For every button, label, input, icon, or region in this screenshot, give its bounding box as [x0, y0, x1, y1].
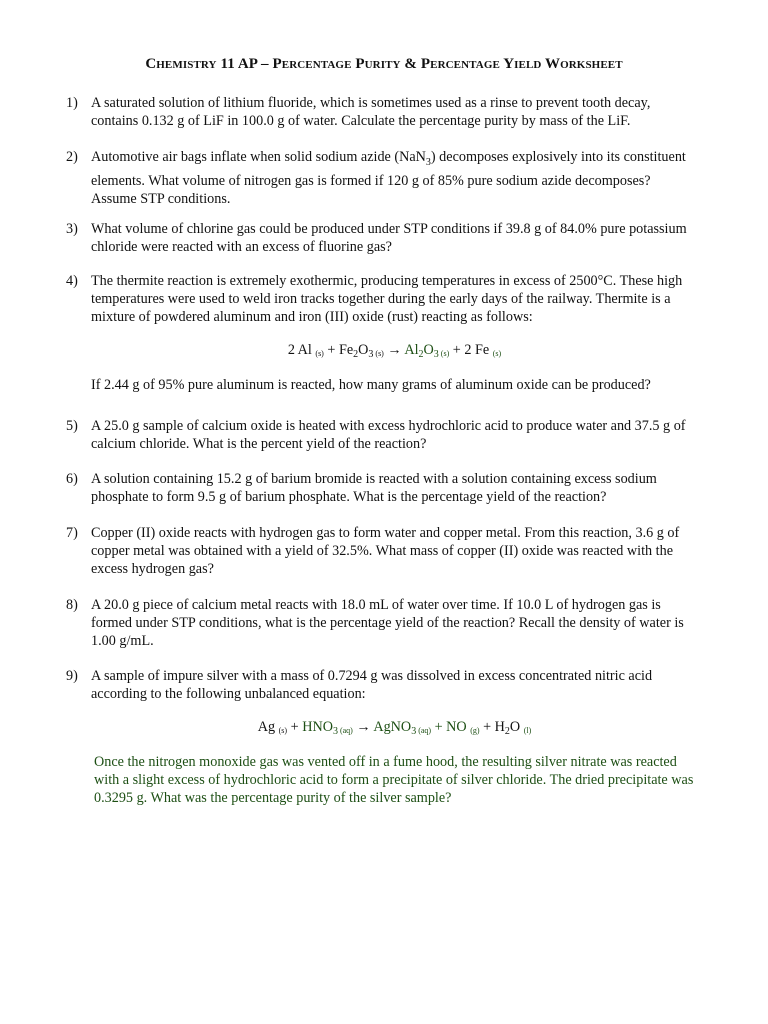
question-text: What volume of chlorine gas could be produced under STP conditions if 39.8 g of 84.0% pure potassium chloride were reacted with an excess of fluorine gas? — [91, 221, 687, 255]
state-symbol: (aq) — [337, 726, 353, 735]
equation-term: + — [287, 719, 303, 735]
question-text: A 20.0 g piece of calcium metal reacts with 18.0 mL of water over time. If 10.0 L of hydrogen gas is formed under STP conditions, what is the percentage yield of the reaction? Recall the density of water is 1.00 g/mL. — [91, 597, 684, 649]
worksheet-title: Chemistry 11 AP – Percentage Purity & Percentage Yield Worksheet — [145, 56, 623, 72]
question-text: A solution containing 15.2 g of barium bromide is reacted with a solution containing excess sodium phosphate to form 9.5 g of barium phosphate. What is the percentage yield of the reaction? — [91, 471, 657, 505]
subscript: 3 — [411, 726, 417, 737]
question-number: 3) — [66, 221, 78, 237]
question-paragraph: A sample of impure silver with a mass of 0.7294 g was dissolved in excess concentrated nitric acid according to the following unbalanced equation: — [91, 668, 653, 702]
product-silver-nitrate — [373, 719, 431, 735]
reaction-arrow: → — [383, 342, 405, 358]
reaction-arrow: → — [352, 719, 374, 735]
question-4 — [66, 272, 698, 394]
state-symbol: (aq) — [416, 726, 432, 735]
subscript: 3 — [425, 156, 431, 168]
question-9 — [66, 667, 698, 807]
state-symbol: (s) — [278, 726, 288, 735]
subscript: 2 — [504, 726, 510, 737]
question-text: A saturated solution of lithium fluoride, which is sometimes used as a rinse to prevent tooth decay, contains 0.132 g of LiF in 100.0 g of water. Calculate the percentage purity by mass of the LiF. — [91, 95, 651, 129]
question-5 — [66, 417, 698, 453]
question-text: Copper (II) oxide reacts with hydrogen gas to form water and copper metal. From this reaction, 3.6 g of copper metal was obtained with a yield of 32.5%. What mass of copper (II) oxide was reacted with the excess hydrogen gas? — [91, 525, 680, 577]
equation-term: AgNO — [373, 719, 412, 735]
equation-term: O — [358, 342, 369, 358]
equation-term: + 2 Fe — [449, 342, 493, 358]
equation-term: O — [509, 719, 524, 735]
equation-term: HNO — [302, 719, 333, 735]
question-number: 2) — [66, 149, 78, 165]
question-text — [91, 667, 698, 807]
question-text — [91, 148, 698, 208]
equation-term: Al — [404, 342, 419, 358]
question-followup: If 2.44 g of 95% pure aluminum is reacted, how many grams of aluminum oxide can be produced? — [91, 377, 651, 393]
question-text-part: Automotive air bags inflate when solid sodium azide (NaN — [91, 149, 426, 165]
question-followup: Once the nitrogen monoxide gas was vented off in a fume hood, the resulting silver nitrate was reacted with a slight excess of hydrochloric acid to form a precipitate of silver chloride. The dried precipitate was 0.3295 g. What was the percentage purity of the silver sample? — [94, 754, 694, 806]
subscript: 3 — [368, 349, 374, 360]
state-symbol: (s) — [315, 349, 324, 358]
equation-term: + NO — [431, 719, 471, 735]
state-symbol: (s) — [492, 349, 502, 358]
product-aluminum-oxide — [404, 342, 449, 358]
equation-term: Ag — [257, 719, 279, 735]
question-7 — [66, 524, 698, 578]
question-number: 7) — [66, 525, 78, 541]
state-symbol: (s) — [438, 349, 450, 358]
equation-term: 2 Al — [287, 342, 316, 358]
thermite-equation — [91, 341, 698, 364]
question-3 — [66, 220, 698, 256]
product-nitrogen-monoxide — [431, 719, 479, 735]
subscript: 2 — [353, 349, 359, 360]
question-number: 8) — [66, 597, 78, 613]
subscript: 2 — [418, 349, 424, 360]
question-number: 9) — [66, 668, 78, 684]
silver-equation — [91, 718, 698, 741]
equation-term: + H — [479, 719, 505, 735]
question-text: A 25.0 g sample of calcium oxide is heated with excess hydrochloric acid to produce water and 37.5 g of calcium chloride. What is the percent yield of the reaction? — [91, 418, 686, 452]
question-number: 4) — [66, 273, 78, 289]
equation-term: + Fe — [323, 342, 354, 358]
state-symbol: (s) — [373, 349, 384, 358]
question-number: 1) — [66, 95, 78, 111]
state-symbol: (g) — [470, 726, 480, 735]
reactant-nitric-acid — [302, 719, 353, 735]
subscript: 3 — [433, 349, 439, 360]
subscript: 3 — [332, 726, 338, 737]
question-1 — [66, 94, 698, 130]
question-6 — [66, 470, 698, 506]
question-text — [91, 272, 698, 394]
question-paragraph: The thermite reaction is extremely exothermic, producing temperatures in excess of 2500°C. These high temperatures were used to weld iron tracks together during the early days of the railway. Thermite is a mixture of powdered aluminum and iron (III) oxide (rust) reacting as follows: — [91, 273, 683, 325]
question-number: 6) — [66, 471, 78, 487]
question-text-part: ) decomposes explosively into its constituent elements. What volume of nitrogen gas is formed if 120 g of 85% pure sodium azide decomposes? Assume STP conditions. — [91, 149, 686, 207]
question-2 — [66, 148, 698, 208]
equation-term: O — [423, 342, 434, 358]
state-symbol: (l) — [523, 726, 532, 735]
question-8 — [66, 596, 698, 650]
question-number: 5) — [66, 418, 78, 434]
